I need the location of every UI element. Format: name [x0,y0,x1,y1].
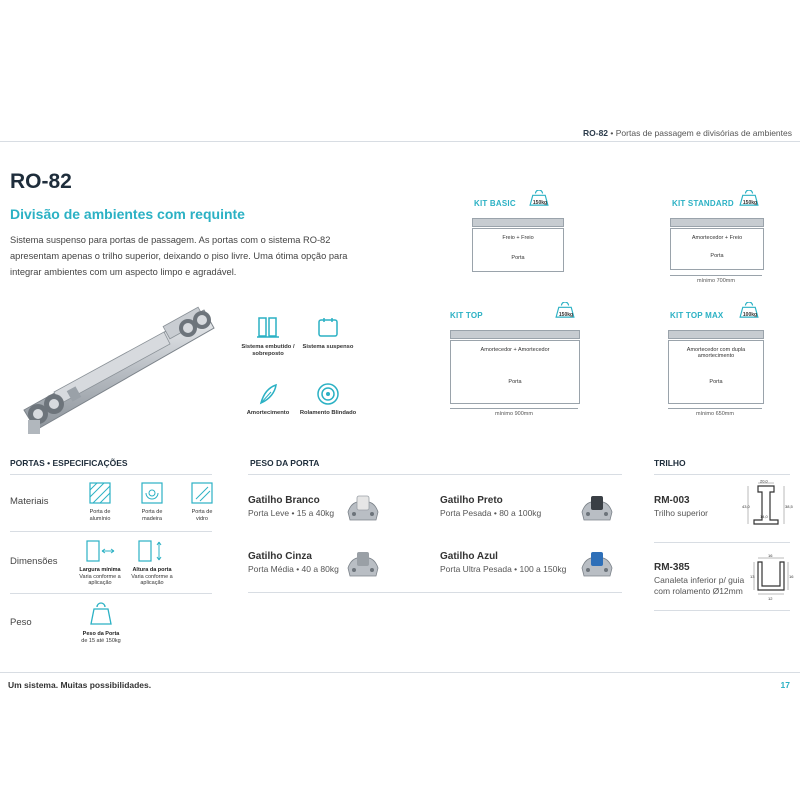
header-code: RO-82 [582,128,609,138]
door-weight-note: de 15 até 150kg [81,637,121,644]
rail-rm003-name: RM-003 [654,495,690,506]
material-glass [186,482,218,522]
trigger-grey-desc: Porta Média • 40 a 80kg [248,564,339,574]
trigger-grey-image [346,550,380,578]
dimension-width-note: Varia conforme a aplicação [79,573,121,586]
rail-rm385-desc: Canaleta inferior p/ guia com rolamento Ø12mm [654,575,745,596]
trigger-black-desc: Porta Pesada • 80 a 100kg [440,508,542,518]
wood-texture-icon [141,482,163,504]
trigger-white-image [346,494,380,522]
door-weight-title: Peso da Porta [82,631,120,637]
door-weight-heading: PESO DA PORTA [250,458,320,468]
rail-rm385-dim-right: 16 [789,574,794,579]
trigger-black-name: Gatilho Preto [440,495,503,506]
feature-damping-label: Amortecimento [246,410,290,416]
trigger-white [248,495,334,518]
rails-heading: TRILHO [654,458,686,468]
rails-rule [654,474,790,475]
footer-divider [0,672,800,673]
kit-basic-door [472,228,564,272]
feather-icon [256,382,280,406]
material-wood [136,482,168,522]
feature-bearing [296,382,360,417]
rail-rm003-dim-left: 43,0 [742,504,750,509]
trigger-blue-name: Gatilho Azul [440,551,498,562]
kit-top-door [450,340,580,404]
page-number: 17 [780,680,790,690]
kit-topmax-title: KIT TOP MAX [670,311,724,320]
feature-embedded [236,316,300,358]
trigger-black-image [580,494,614,522]
kit-top-door-label: Porta [508,379,522,385]
product-description: Sistema suspenso para portas de passagem. As portas com o sistema RO-82 apresentam apenas o trilho superior, deixando o piso livre. Uma ótima opção para integrar ambientes com um aspecto limpo e agradável. [10,235,348,277]
weight-label: Peso [10,617,32,628]
kit-standard-dim-line [670,275,762,276]
embedded-system-icon [256,316,280,340]
specs-row-divider-1 [10,531,212,532]
specs-heading: PORTAS • ESPECIFICAÇÕES [10,458,128,468]
kit-standard-door-label: Porta [710,253,724,259]
feature-embedded-label: Sistema embutido / sobreposto [241,344,295,357]
bearing-icon [316,382,340,406]
rail-rm385-dim-top: 16 [768,553,773,558]
door-weight-bottom-rule [248,592,622,593]
kit-basic-rail [472,218,564,227]
material-aluminium-label: Porta de alumínio [89,509,111,522]
kit-topmax-door-label: Porta [709,379,723,385]
rail-rm385-name: RM-385 [654,562,690,573]
rail-rm385-dim-bottom: 12 [768,596,773,601]
material-glass-label: Porta de vidro [191,509,213,522]
kit-standard-title: KIT STANDARD [672,199,734,208]
specs-row-divider-2 [10,593,212,594]
kit-basic-inner: Freio + Freio [502,235,534,241]
kit-topmax-rail [668,330,764,339]
header-separator: • [610,128,614,138]
door-weight-spec [78,602,124,644]
weight-icon [89,602,113,626]
kit-standard-door [670,228,764,270]
kit-basic-door-label: Porta [511,255,525,261]
suspended-system-icon [316,316,340,340]
dimension-width-title: Largura mínima [79,567,121,573]
dimensions-label: Dimensões [10,556,58,567]
rail-rm003-dim-top: 20,0 [760,480,768,484]
kit-topmax-inner: Amortecedor com dupla amortecimento [686,347,746,359]
kit-topmax-weight: 100kg [742,312,758,318]
page-header [583,128,792,138]
feature-suspended-label: Sistema suspenso [302,344,354,350]
feature-suspended [296,316,360,351]
trigger-white-name: Gatilho Branco [248,495,320,506]
kit-topmax-door [668,340,764,404]
rail-rm003-desc: Trilho superior [654,508,709,518]
trigger-blue [440,551,566,574]
kit-topmax-dim-line [668,408,762,409]
rail-rm385 [654,562,754,597]
kit-top-dim: mínimo 900mm [495,411,533,417]
rails-bottom-rule [654,610,790,611]
rail-rm003 [654,495,708,519]
kit-basic-title: KIT BASIC [474,199,516,208]
aluminium-texture-icon [89,482,111,504]
trigger-black [440,495,541,518]
glass-texture-icon [191,482,213,504]
trigger-blue-image [580,550,614,578]
dimension-height-title: Altura da porta [132,567,172,573]
rail-rm385-profile [750,552,794,602]
header-divider [0,141,800,142]
kit-basic-weight: 150kg [532,200,548,206]
door-weight-rule [248,474,622,475]
dimension-height [130,540,174,587]
kit-top-dim-line [450,408,578,409]
trigger-blue-desc: Porta Ultra Pesada • 100 a 150kg [440,564,567,574]
kit-standard-dim: mínimo 700mm [697,278,735,284]
header-section: Portas de passagem e divisórias de ambientes [615,128,792,138]
kit-top-title: KIT TOP [450,311,483,320]
footer-tagline: Um sistema. Muitas possibilidades. [8,680,152,690]
kit-standard-weight: 150kg [742,200,758,206]
rail-rm003-dim-right: 38,5 [785,504,793,509]
width-icon [85,540,115,562]
kit-top-inner: Amortecedor + Amortecedor [480,347,550,353]
rail-rm003-profile [740,480,794,530]
specs-rule [10,474,212,475]
kit-top-rail [450,330,580,339]
page-title: RO-82 [10,170,72,193]
feature-bearing-label: Rolamento Blindado [299,410,357,416]
kit-standard-rail [670,218,764,227]
dimension-width [78,540,122,587]
trigger-white-desc: Porta Leve • 15 a 40kg [248,508,335,518]
rail-rm003-dim-inner: 14,0 [760,514,768,519]
height-icon [137,540,167,562]
material-aluminium [84,482,116,522]
trigger-grey-name: Gatilho Cinza [248,551,312,562]
feature-damping [236,382,300,417]
rail-rm385-dim-left: 13 [750,574,755,579]
dimension-height-note: Varia conforme a aplicação [131,573,173,586]
kit-standard-inner: Amortecedor + Freio [691,235,743,241]
materials-label: Materiais [10,496,49,507]
roller-product-image [14,292,224,452]
rails-row-divider [654,542,790,543]
kit-topmax-dim: mínimo 650mm [696,411,734,417]
page-subtitle: Divisão de ambientes com requinte [10,206,245,222]
kit-top-weight: 150kg [558,312,574,318]
material-wood-label: Porta de madeira [141,509,163,522]
trigger-grey [248,551,339,574]
